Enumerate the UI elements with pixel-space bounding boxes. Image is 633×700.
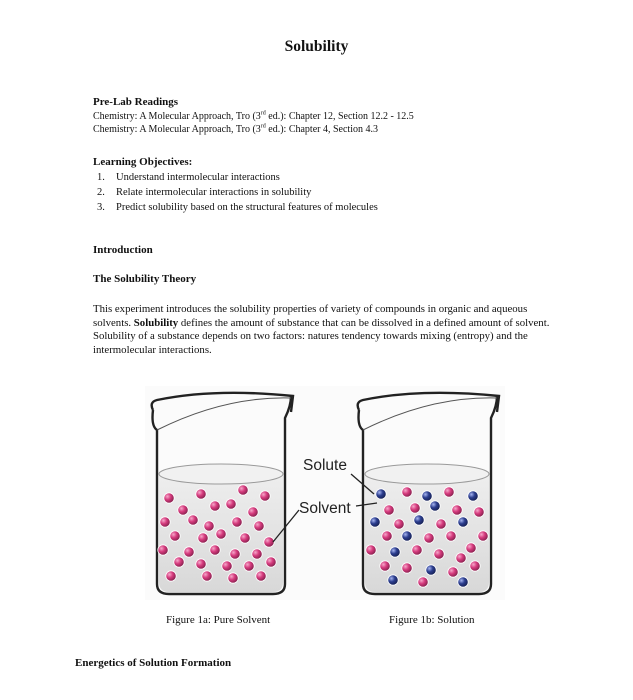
solute-particle [376, 489, 386, 499]
theory-paragraph: This experiment introduces the solubility properties of variety of compounds in organic and aqueous solvents. Solubility defines the amount of substance that can be dissolved in a defined amount of solvent. Solubility of a substance depends on two factors: natures tendency towards mixing (entropy) and the intermolecular interactions. [93, 303, 550, 356]
solvent-particle [184, 547, 194, 557]
solvent-particle [478, 531, 488, 541]
objectives-heading: Learning Objectives: [93, 156, 193, 168]
solute-particle [458, 517, 468, 527]
solvent-particle [418, 577, 428, 587]
list-item: 3. Predict solubility based on the structural features of molecules [97, 202, 378, 213]
solvent-particle [230, 549, 240, 559]
solvent-particle [238, 485, 248, 495]
caption-figure-1a: Figure 1a: Pure Solvent [166, 614, 271, 626]
solvent-particle [402, 563, 412, 573]
solvent-particle [232, 517, 242, 527]
solvent-particle [210, 545, 220, 555]
solvent-particle [170, 531, 180, 541]
solvent-particle [384, 505, 394, 515]
solvent-particle [158, 545, 168, 555]
solvent-particle [424, 533, 434, 543]
prelab-ref-1: Chemistry: A Molecular Approach, Tro (3rd ed.): Chapter 12, Section 12.2 - 12.5 [93, 110, 414, 122]
solute-particle [414, 515, 424, 525]
solvent-particle [210, 501, 220, 511]
solvent-particle [196, 559, 206, 569]
solute-particle [458, 577, 468, 587]
solvent-particle [256, 571, 266, 581]
solvent-particle [178, 505, 188, 515]
list-item: 2. Relate intermolecular interactions in solubility [97, 187, 312, 198]
objectives-list [97, 170, 378, 215]
solute-particle [370, 517, 380, 527]
theory-heading: The Solubility Theory [93, 273, 197, 285]
caption-figure-1b: Figure 1b: Solution [389, 614, 475, 626]
solvent-particle [366, 545, 376, 555]
solute-label: Solute [303, 457, 347, 474]
solvent-particle [252, 549, 262, 559]
solvent-particle [188, 515, 198, 525]
solute-particle [422, 491, 432, 501]
solvent-particle [466, 543, 476, 553]
solvent-particle [216, 529, 226, 539]
solvent-particle [196, 489, 206, 499]
solvent-particle [202, 571, 212, 581]
solvent-particle [164, 493, 174, 503]
solvent-particle [166, 571, 176, 581]
solvent-particle [260, 491, 270, 501]
solvent-particle [474, 507, 484, 517]
page-title: Solubility [284, 38, 349, 55]
solute-particle [390, 547, 400, 557]
solvent-particle [240, 533, 250, 543]
solvent-particle [434, 549, 444, 559]
solvent-particle [160, 517, 170, 527]
beaker-figure [145, 386, 505, 600]
list-item: 1. Understand intermolecular interactions [97, 172, 280, 183]
solvent-particle [264, 537, 274, 547]
solvent-particle [444, 487, 454, 497]
solvent-particle [456, 553, 466, 563]
solute-particle [426, 565, 436, 575]
solvent-particle [448, 567, 458, 577]
solvent-particle [266, 557, 276, 567]
prelab-ref-2: Chemistry: A Molecular Approach, Tro (3rd ed.): Chapter 4, Section 4.3 [93, 123, 378, 135]
solvent-particle [254, 521, 264, 531]
solvent-particle [394, 519, 404, 529]
solvent-label: Solvent [299, 500, 351, 517]
solvent-particle [446, 531, 456, 541]
solute-particle [468, 491, 478, 501]
solvent-particle [222, 561, 232, 571]
solvent-particle [436, 519, 446, 529]
solute-particle [388, 575, 398, 585]
introduction-heading: Introduction [93, 244, 153, 256]
solute-particle [430, 501, 440, 511]
solvent-particle [226, 499, 236, 509]
solvent-particle [174, 557, 184, 567]
solvent-particle [380, 561, 390, 571]
solvent-particle [204, 521, 214, 531]
solvent-particle [228, 573, 238, 583]
solvent-particle [244, 561, 254, 571]
solute-particle [402, 531, 412, 541]
solvent-particle [412, 545, 422, 555]
solvent-particle [470, 561, 480, 571]
section-heading-energetics: Energetics of Solution Formation [75, 657, 232, 669]
solvent-particle [410, 503, 420, 513]
solvent-particle [402, 487, 412, 497]
solvent-particle [198, 533, 208, 543]
solvent-particle [382, 531, 392, 541]
solvent-particle [248, 507, 258, 517]
solvent-particle [452, 505, 462, 515]
prelab-heading: Pre-Lab Readings [93, 96, 179, 108]
